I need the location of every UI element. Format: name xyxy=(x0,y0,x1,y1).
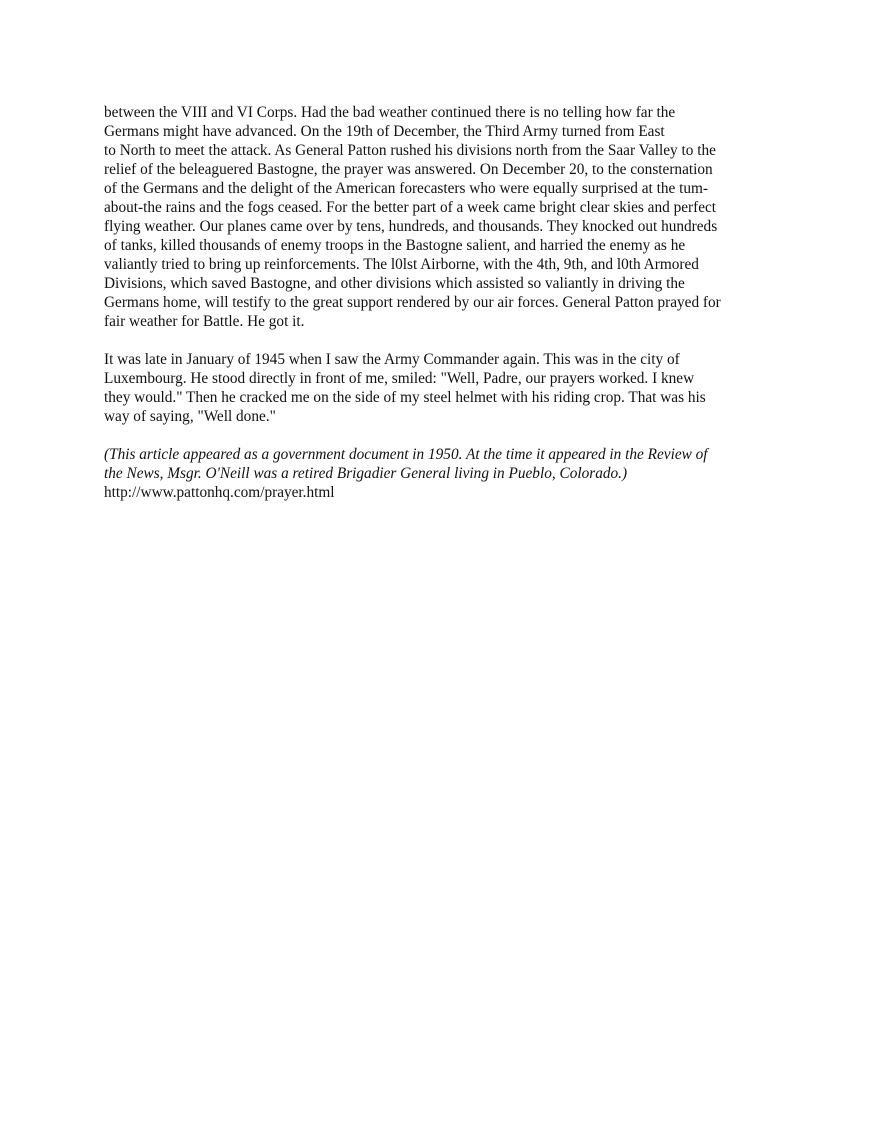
text-line: way of saying, "Well done." xyxy=(104,408,276,425)
text-line: valiantly tried to bring up reinforcements. The l0lst Airborne, with the 4th, 9th, and l0th Armored xyxy=(104,256,699,273)
text-line: Germans might have advanced. On the 19th of December, the Third Army turned from East xyxy=(104,123,665,140)
note-line: (This article appeared as a government document in 1950. At the time it appeared in the Review of xyxy=(104,446,708,463)
text-line: about-the rains and the fogs ceased. For the better part of a week came bright clear skies and perfect xyxy=(104,199,717,216)
paragraph-luxembourg xyxy=(104,350,804,426)
document-body xyxy=(104,103,804,502)
text-line: between the VIII and VI Corps. Had the bad weather continued there is no telling how far the xyxy=(104,104,676,121)
paragraph-bastogne-weather xyxy=(104,103,804,331)
text-line: It was late in January of 1945 when I saw the Army Commander again. This was in the city of xyxy=(104,351,680,368)
text-line: fair weather for Battle. He got it. xyxy=(104,313,305,330)
text-line: relief of the beleaguered Bastogne, the prayer was answered. On December 20, to the consternation xyxy=(104,161,713,178)
article-note xyxy=(104,445,804,483)
text-line: to North to meet the attack. As General Patton rushed his divisions north from the Saar Valley to the xyxy=(104,142,716,159)
note-line: the News, Msgr. O'Neill was a retired Brigadier General living in Pueblo, Colorado.) xyxy=(104,465,628,482)
text-line: of tanks, killed thousands of enemy troops in the Bastogne salient, and harried the enemy as he xyxy=(104,237,686,254)
text-line: flying weather. Our planes came over by tens, hundreds, and thousands. They knocked out hundreds xyxy=(104,218,718,235)
text-line: of the Germans and the delight of the American forecasters who were equally surprised at the tum- xyxy=(104,180,709,197)
text-line: Germans home, will testify to the great support rendered by our air forces. General Patton prayed for xyxy=(104,294,721,311)
text-line: Luxembourg. He stood directly in front of me, smiled: "Well, Padre, our prayers worked. I knew xyxy=(104,370,695,387)
source-url: http://www.pattonhq.com/prayer.html xyxy=(104,484,335,501)
text-line: they would." Then he cracked me on the side of my steel helmet with his riding crop. That was his xyxy=(104,389,706,406)
text-line: Divisions, which saved Bastogne, and other divisions which assisted so valiantly in driving the xyxy=(104,275,685,292)
